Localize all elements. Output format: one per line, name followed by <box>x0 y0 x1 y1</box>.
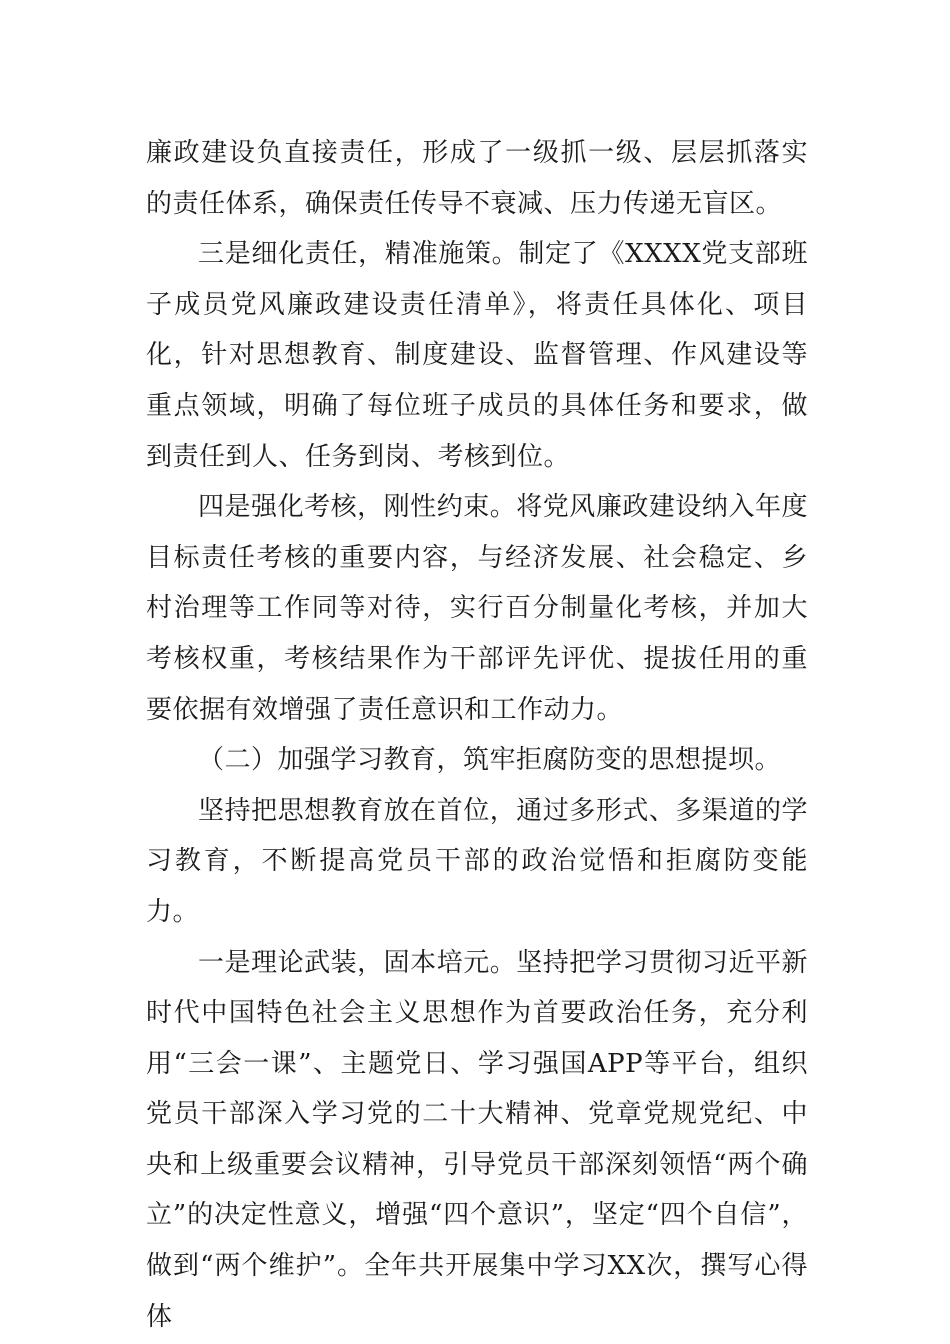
paragraph-strengthen-assessment: 四是强化考核，刚性约束。将党风廉政建设纳入年度目标责任考核的重要内容，与经济发展、社会稳定、乡村治理等工作同等对待，实行百分制量化考核，并加大考核权重，考核结果作为干部评先评优、提拔任用的重要依据有效增强了责任意识和工作动力。 <box>146 492 808 725</box>
paragraph-theory-armament: 一是理论武装，固本培元。坚持把学习贯彻习近平新时代中国特色社会主义思想作为首要政治任务，充分利用“三会一课”、主题党日、学习强国APP等平台，组织党员干部深入学习党的二十大精神、党章党规党纪、中央和上级重要会议精神，引导党员干部深刻领悟“两个确立”的决定性意义，增强“四个意识”，坚定“四个自信”，做到“两个维护”。全年共开展集中学习XX次，撰写心得体 <box>146 947 808 1332</box>
section-heading-study-education: （二）加强学习教育，筑牢拒腐防变的思想提坝。 <box>198 745 782 776</box>
paragraph-ideological-education: 坚持把思想教育放在首位，通过多形式、多渠道的学习教育，不断提高党员干部的政治觉悟和拒腐防变能力。 <box>146 795 808 927</box>
document-body <box>146 128 808 1342</box>
paragraph-refine-responsibility: 三是细化责任，精准施策。制定了《XXXX党支部班子成员党风廉政建设责任清单》，将责任具体化、项目化，针对思想教育、制度建设、监督管理、作风建设等重点领域，明确了每位班子成员的具体任务和要求，做到责任到人、任务到岗、考核到位。 <box>146 239 808 472</box>
paragraph-continued: 廉政建设负直接责任，形成了一级抓一级、层层抓落实的责任体系，确保责任传导不衰减、压力传递无盲区。 <box>146 138 808 219</box>
